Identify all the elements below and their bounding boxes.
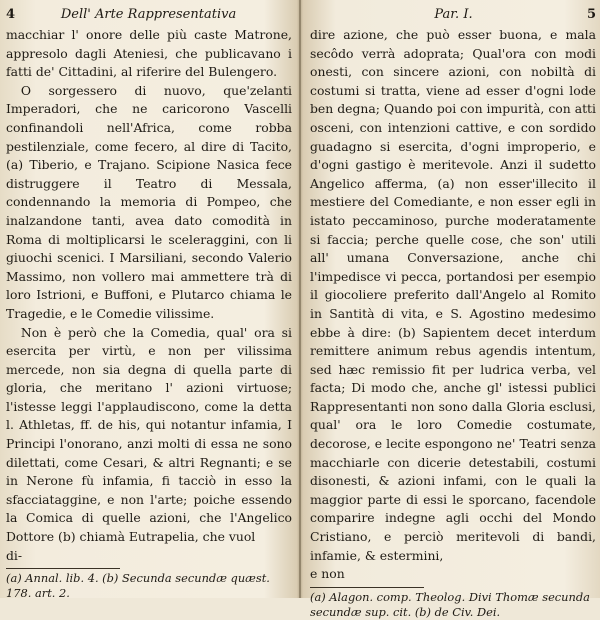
right-page [310, 6, 596, 619]
running-head: Par. I. [434, 7, 473, 22]
catchword: di- [6, 547, 23, 563]
left-page [6, 6, 292, 601]
paragraph: O sorgessero di nuovo, que'zelanti Imperadori, che ne caricorono Vascelli confinandoli nell'Africa, come robba pestilenziale, come fecero, al dire di Tacito, (a) Tiberio, e Trajano. Scipione Nasica fece distruggere il Teatro di Messala, condennando la memoria di Pompeo, che inalzandone tanti, avea dato comodità in Roma di moltiplicarsi le sceleraggini, con li giuochi scenici. I Marsiliani, secondo Valerio Massimo, non vollero mai ammettere trà di loro Istrioni, e Buffoni, e Plutarco chiama le Tragedie, e le Comedie vilissime. [6, 82, 292, 321]
paragraph: Non è però che la Comedia, qual' ora si esercita per virtù, e non per vilissima mercede, non sia degna di quella parte di gloria, che meritano l' azioni virtuose; l'istesse leggi l'applaudiscono, come la detta l. Athletas, ff. de his, qui notantur infamia, I Principi l'onorano, anzi molti di essa ne sono dilettati, come Cesari, & altri Regnanti; e se in Nerone fù infamia, fi tacciò in esso la sfacciataggine, e non l'arte; poiche essendo la Comica di quelle azioni, che l'Angelico Dottore (b) chiamà Eutrapelia, che vuol [6, 324, 292, 545]
page-number: 5 [586, 7, 596, 22]
catchword: e non [310, 566, 345, 582]
paragraph: dire azione, che può esser buona, e mala secôdo verrà adoprata; Qual'ora con modi onesti, con sincere azioni, con nobiltà di costumi si tratta, viene ad esser d'ogni lode ben degna; Quando poi con impurità, con atti osceni, con intenzioni cattive, e con sordido guadagno si esercita, d'ogni improperio, e d'ogni gastigo è meritevole. Anzi il sudetto Angelico afferma, (a) non esser'illecito il mestiere del Comediante, e non esser egli in istato peccaminoso, purche moderatamente si faccia; perche quelle cose, che son' utili all' umana Conversazione, anche chi l'impedisce vi pecca, portandosi per esempio il giocoliere preferito dall'Angelo al Romito in Santità di vita, e S. Agostino medesimo ebbe à dire: (b) Sapientem decet interdum remittere animum rebus agendis intentum, sed hæc remissio fit per ludrica verba, vel facta; Di modo che, anche gl' istessi publici Rappresentanti non sono dalla Gloria esclusi, qual' ora le loro Comedie costumate, decorose, e lecite espongono ne' Teatri senza macchiarle con dicerie detestabili, costumi disonesti, & azioni infami, con le quali la maggior parte di essi le sporcano, facendole comparire indegne agli occhi del Mondo Cristiano, e perciò meritevoli di bandi, infamie, & estermini, [310, 27, 596, 563]
footnote-rule [310, 587, 424, 588]
footnote-rule [6, 568, 120, 569]
paragraph: macchiar l' onore delle più caste Matrone, appresolo dagli Ateniesi, che publicavano i fatti de' Cittadini, al riferire del Bulengero. [6, 27, 292, 80]
footnotes: (a) Annal. lib. 4. (b) Secunda secundæ quæst. 178. art. 2. [6, 571, 270, 601]
left-page-body [6, 26, 292, 565]
book-gutter [299, 0, 301, 598]
right-page-header [310, 6, 596, 24]
page-number: 4 [6, 7, 16, 22]
footnotes: (a) Alagon. comp. Theolog. Divi Thomæ secunda secundæ sup. cit. (b) de Civ. Dei. [310, 589, 590, 619]
left-page-header [6, 6, 292, 24]
right-page-body [310, 26, 596, 584]
running-head: Dell' Arte Rappresentativa [60, 7, 237, 22]
